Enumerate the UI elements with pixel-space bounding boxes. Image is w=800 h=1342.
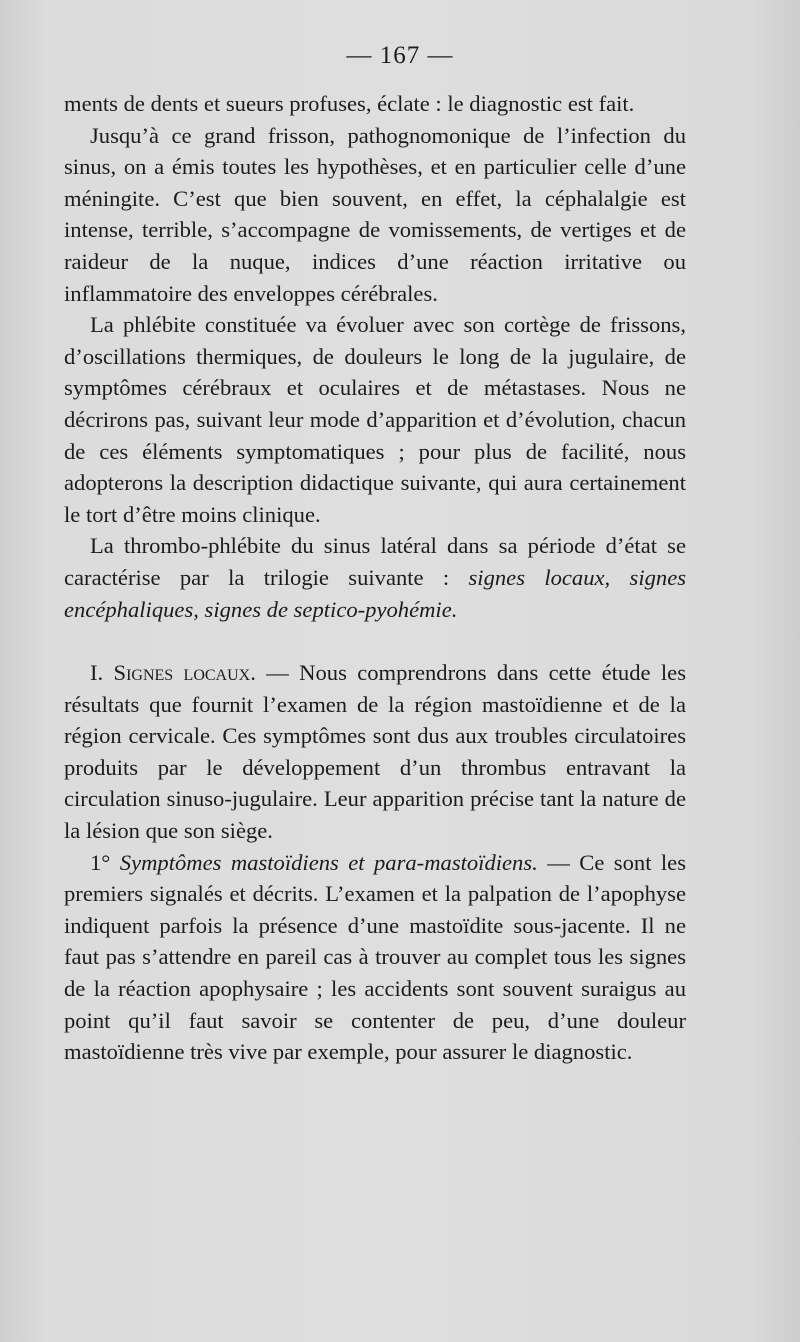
text-run: La thrombo-phlébite du sinus latéral dans sa période d’état se caractérise par la trilogie suivante : [64,533,686,590]
section-numeral: I. [90,660,114,686]
text-run: — Ce sont les premiers signalés et décrits. L’examen et la palpation de l’apophyse indiquent parfois la présence d’une mastoïdite sous-jacente. Il ne faut pas s’attendre en pareil cas à trouver au complet tous les signes de la réaction apophysaire ; les accidents sont souvent suraigus au point qu’il faut savoir se contenter de peu, d’une douleur mastoïdienne très vive par exemple, pour assurer le diagnostic. [64,849,687,1065]
subsection-title: Symptômes mastoïdiens et para-mastoïdiens. [119,849,538,875]
body-text [64,88,686,1068]
paragraph-3 [64,309,686,530]
paragraph-4 [64,530,686,625]
paragraph-2 [64,120,686,310]
text-run: Jusqu’à ce grand frisson, pathognomonique de l’infection du sinus, on a émis toutes les hypothèses, et en particulier celle d’une méningite. C’est que bien souvent, en effet, la céphalalgie est intense, terrible, s’accompagne de vomissements, de vertiges et de raideur de la nuque, indices d’une réaction irritative ou inflammatoire des enveloppes cérébrales. [64,122,686,306]
text-run: — Nous comprendrons dans cette étude les résultats que fournit l’examen de la région mastoïdienne et de la région cervicale. Ces symptômes sont dus aux troubles circulatoires produits par le développement d’un thrombus entravant la circulation sinuso-jugulaire. Leur apparition précise tant la nature de la lésion que son siège. [64,660,686,844]
text-run: ments de dents et sueurs profuses, éclate : le diagnostic est fait. [64,91,635,116]
subsection-paragraph [64,847,686,1068]
page-number: — 167 — [346,42,454,69]
subsection-number: 1° [90,849,120,875]
section-gap [64,625,686,657]
text-run: La phlébite constituée va évoluer avec son cortège de frissons, d’oscillations thermiques, de douleurs le long de la jugulaire, de symptômes cérébraux et oculaires et de métastases. Nous ne décrirons pas, suivant leur mode d’apparition et d’évolution, chacun de ces éléments symptomatiques ; pour plus de facilité, nous adopterons la description didactique suivante, qui aura certainement le tort d’être moins clinique. [64,312,686,527]
paragraph-1 [64,88,686,120]
italic-run: signes locaux, signes encéphaliques, signes de septico-pyohémie. [64,564,687,622]
section-title: Signes locaux. [113,660,256,686]
section-heading-paragraph [64,657,686,847]
